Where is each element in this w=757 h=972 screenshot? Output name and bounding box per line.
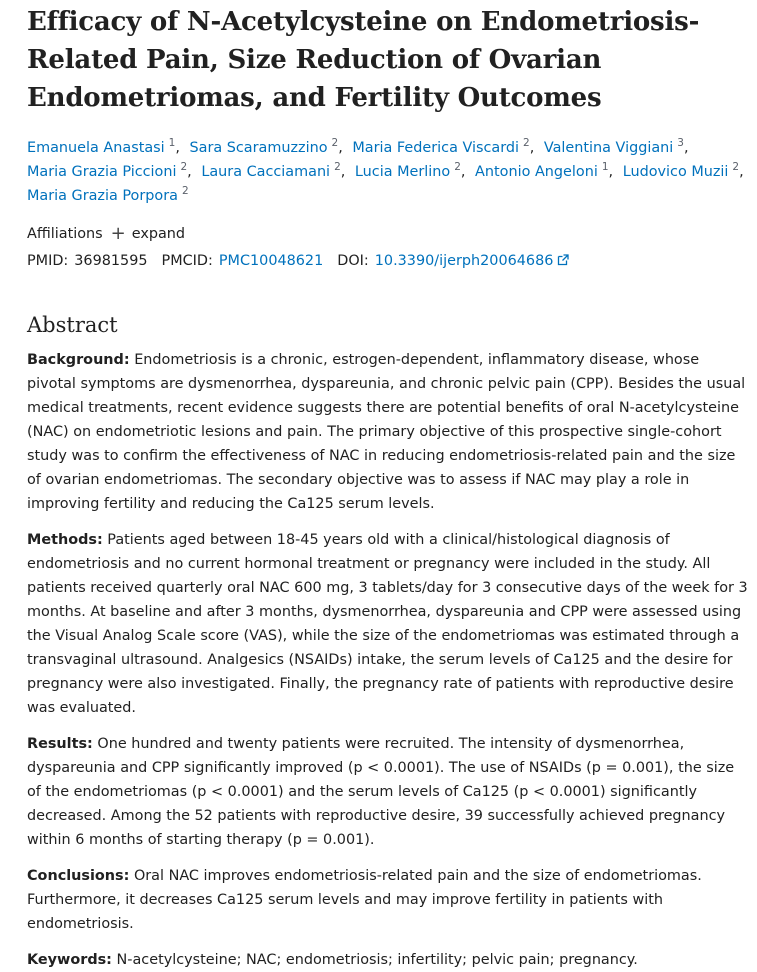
author-name: Lucia Merlino	[354, 164, 451, 180]
expand-label: expand	[131, 226, 186, 242]
author-name: Maria Grazia Porpora	[27, 188, 178, 204]
author-link[interactable]	[27, 185, 189, 204]
external-link-icon	[557, 254, 569, 266]
affiliation-number: 2	[331, 137, 339, 149]
section-text: Endometriosis is a chronic, estrogen-dependent, inflammatory disease, whose pivotal symptoms are dysmenorrhea, dyspareunia, and chronic pelvic pain (CPP). Besides the usual medical treatments, recent evidence suggests there are potential benefits of oral N-acetylcysteine (NAC) on endometriotic lesions and pain. The primary objective of this prospective single-cohort study was to confirm the effectiveness of NAC in reducing endometriosis-related pain and the size of ovarian endometriomas. The secondary objective was to assess if NAC may play a role in improving fertility and reducing the Ca125 serum levels.	[27, 352, 746, 512]
author-name: Antonio Angeloni	[475, 164, 598, 180]
pmid-label: PMID:	[27, 253, 69, 269]
section-label: Methods:	[27, 532, 103, 548]
author-link[interactable]	[622, 161, 740, 180]
affiliations-label: Affiliations	[27, 226, 103, 242]
abstract-heading: Abstract	[27, 313, 118, 337]
keywords-value: N-acetylcysteine; NAC; endometriosis; infertility; pelvic pain; pregnancy.	[116, 952, 638, 968]
affiliation-number: 2	[523, 137, 530, 149]
author-name: Maria Federica Viscardi	[352, 140, 520, 156]
affiliations-row	[27, 224, 752, 244]
keywords-row	[27, 948, 752, 972]
affiliations-expand-button[interactable]	[111, 224, 185, 244]
abstract-results	[27, 732, 752, 852]
pmcid-label: PMCID:	[161, 253, 213, 269]
author-name: Emanuela Anastasi	[27, 140, 165, 156]
affiliation-number: 1	[601, 161, 609, 173]
author-name: Laura Cacciamani	[201, 164, 331, 180]
author-link[interactable]	[354, 161, 461, 180]
affiliation-number: 3	[677, 137, 684, 149]
affiliation-number: 2	[180, 161, 188, 173]
article-title: Efficacy of N-Acetylcysteine on Endometriosis-Related Pain, Size Reduction of Ovarian Endometriomas, and Fertility Outcomes	[27, 7, 700, 113]
section-text: Oral NAC improves endometriosis-related pain and the size of endometriomas. Furthermore, it decreases Ca125 serum levels and may improve fertility in patients with endometriosis.	[27, 868, 702, 932]
affiliation-number: 2	[334, 161, 341, 173]
pmid-value: 36981595	[74, 253, 148, 269]
author-name: Valentina Viggiani	[543, 140, 674, 156]
author-link[interactable]	[201, 161, 341, 180]
plus-icon: +	[110, 223, 126, 244]
article-page	[27, 0, 752, 972]
identifiers-row	[27, 251, 752, 271]
section-text: One hundred and twenty patients were recruited. The intensity of dysmenorrhea, dyspareunia and CPP significantly improved (p < 0.0001). The use of NSAIDs (p = 0.001), the size of the endometriomas (p < 0.0001) and the serum levels of Ca125 (p < 0.0001) significantly decreased. Among the 52 patients with reproductive desire, 39 successfully achieved pregnancy within 6 months of starting therapy (p = 0.001).	[27, 736, 735, 848]
doi-link[interactable]	[375, 251, 570, 271]
doi-label: DOI:	[337, 253, 369, 269]
abstract-background	[27, 348, 752, 516]
author-link[interactable]	[543, 137, 684, 156]
section-label: Background:	[27, 352, 130, 368]
doi-value: 10.3390/ijerph20064686	[374, 253, 554, 269]
author-name: Ludovico Muzii	[622, 164, 729, 180]
keywords-label: Keywords:	[27, 952, 112, 968]
section-text: Patients aged between 18-45 years old with a clinical/histological diagnosis of endometriosis and no current hormonal treatment or pregnancy were included in the study. All patients received quarterly oral NAC 600 mg, 3 tablets/day for 3 consecutive days of the week for 3 months. At baseline and after 3 months, dysmenorrhea, dyspareunia and CPP were assessed using the Visual Analog Scale score (VAS), while the size of the endometriomas was estimated through a transvaginal ultrasound. Analgesics (NSAIDs) intake, the serum levels of Ca125 and the desire for pregnancy were also investigated. Finally, the pregnancy rate of patients with reproductive desire was evaluated.	[27, 532, 748, 716]
author-link[interactable]	[27, 137, 176, 156]
affiliation-number: 2	[181, 185, 189, 197]
affiliation-number: 2	[454, 161, 461, 173]
section-label: Results:	[27, 736, 93, 752]
author-link[interactable]	[475, 161, 609, 180]
author-link[interactable]	[352, 137, 530, 156]
author-link[interactable]	[189, 137, 339, 156]
author-link[interactable]	[27, 161, 188, 180]
abstract-conclusions	[27, 864, 752, 936]
affiliation-number: 1	[168, 137, 176, 149]
affiliation-number: 2	[732, 161, 740, 173]
abstract-methods	[27, 528, 752, 720]
pmcid-link[interactable]: PMC10048621	[218, 253, 324, 269]
author-name: Sara Scaramuzzino	[189, 140, 328, 156]
author-name: Maria Grazia Piccioni	[27, 164, 177, 180]
section-label: Conclusions:	[27, 868, 130, 884]
author-list: Emanuela Anastasi $^1$, Sara Scaramuzzino $^2$, Maria Federica Viscardi $^2$, Valentina Viggiani $^3$, Maria Grazia Piccioni $^2$, Laura Cacciamani $^2$, Lucia Merlino $^2$, Antonio Angeloni $^1$, Ludovico Muzii $^2$, Maria Grazia Porpora $^2$	[27, 137, 744, 204]
